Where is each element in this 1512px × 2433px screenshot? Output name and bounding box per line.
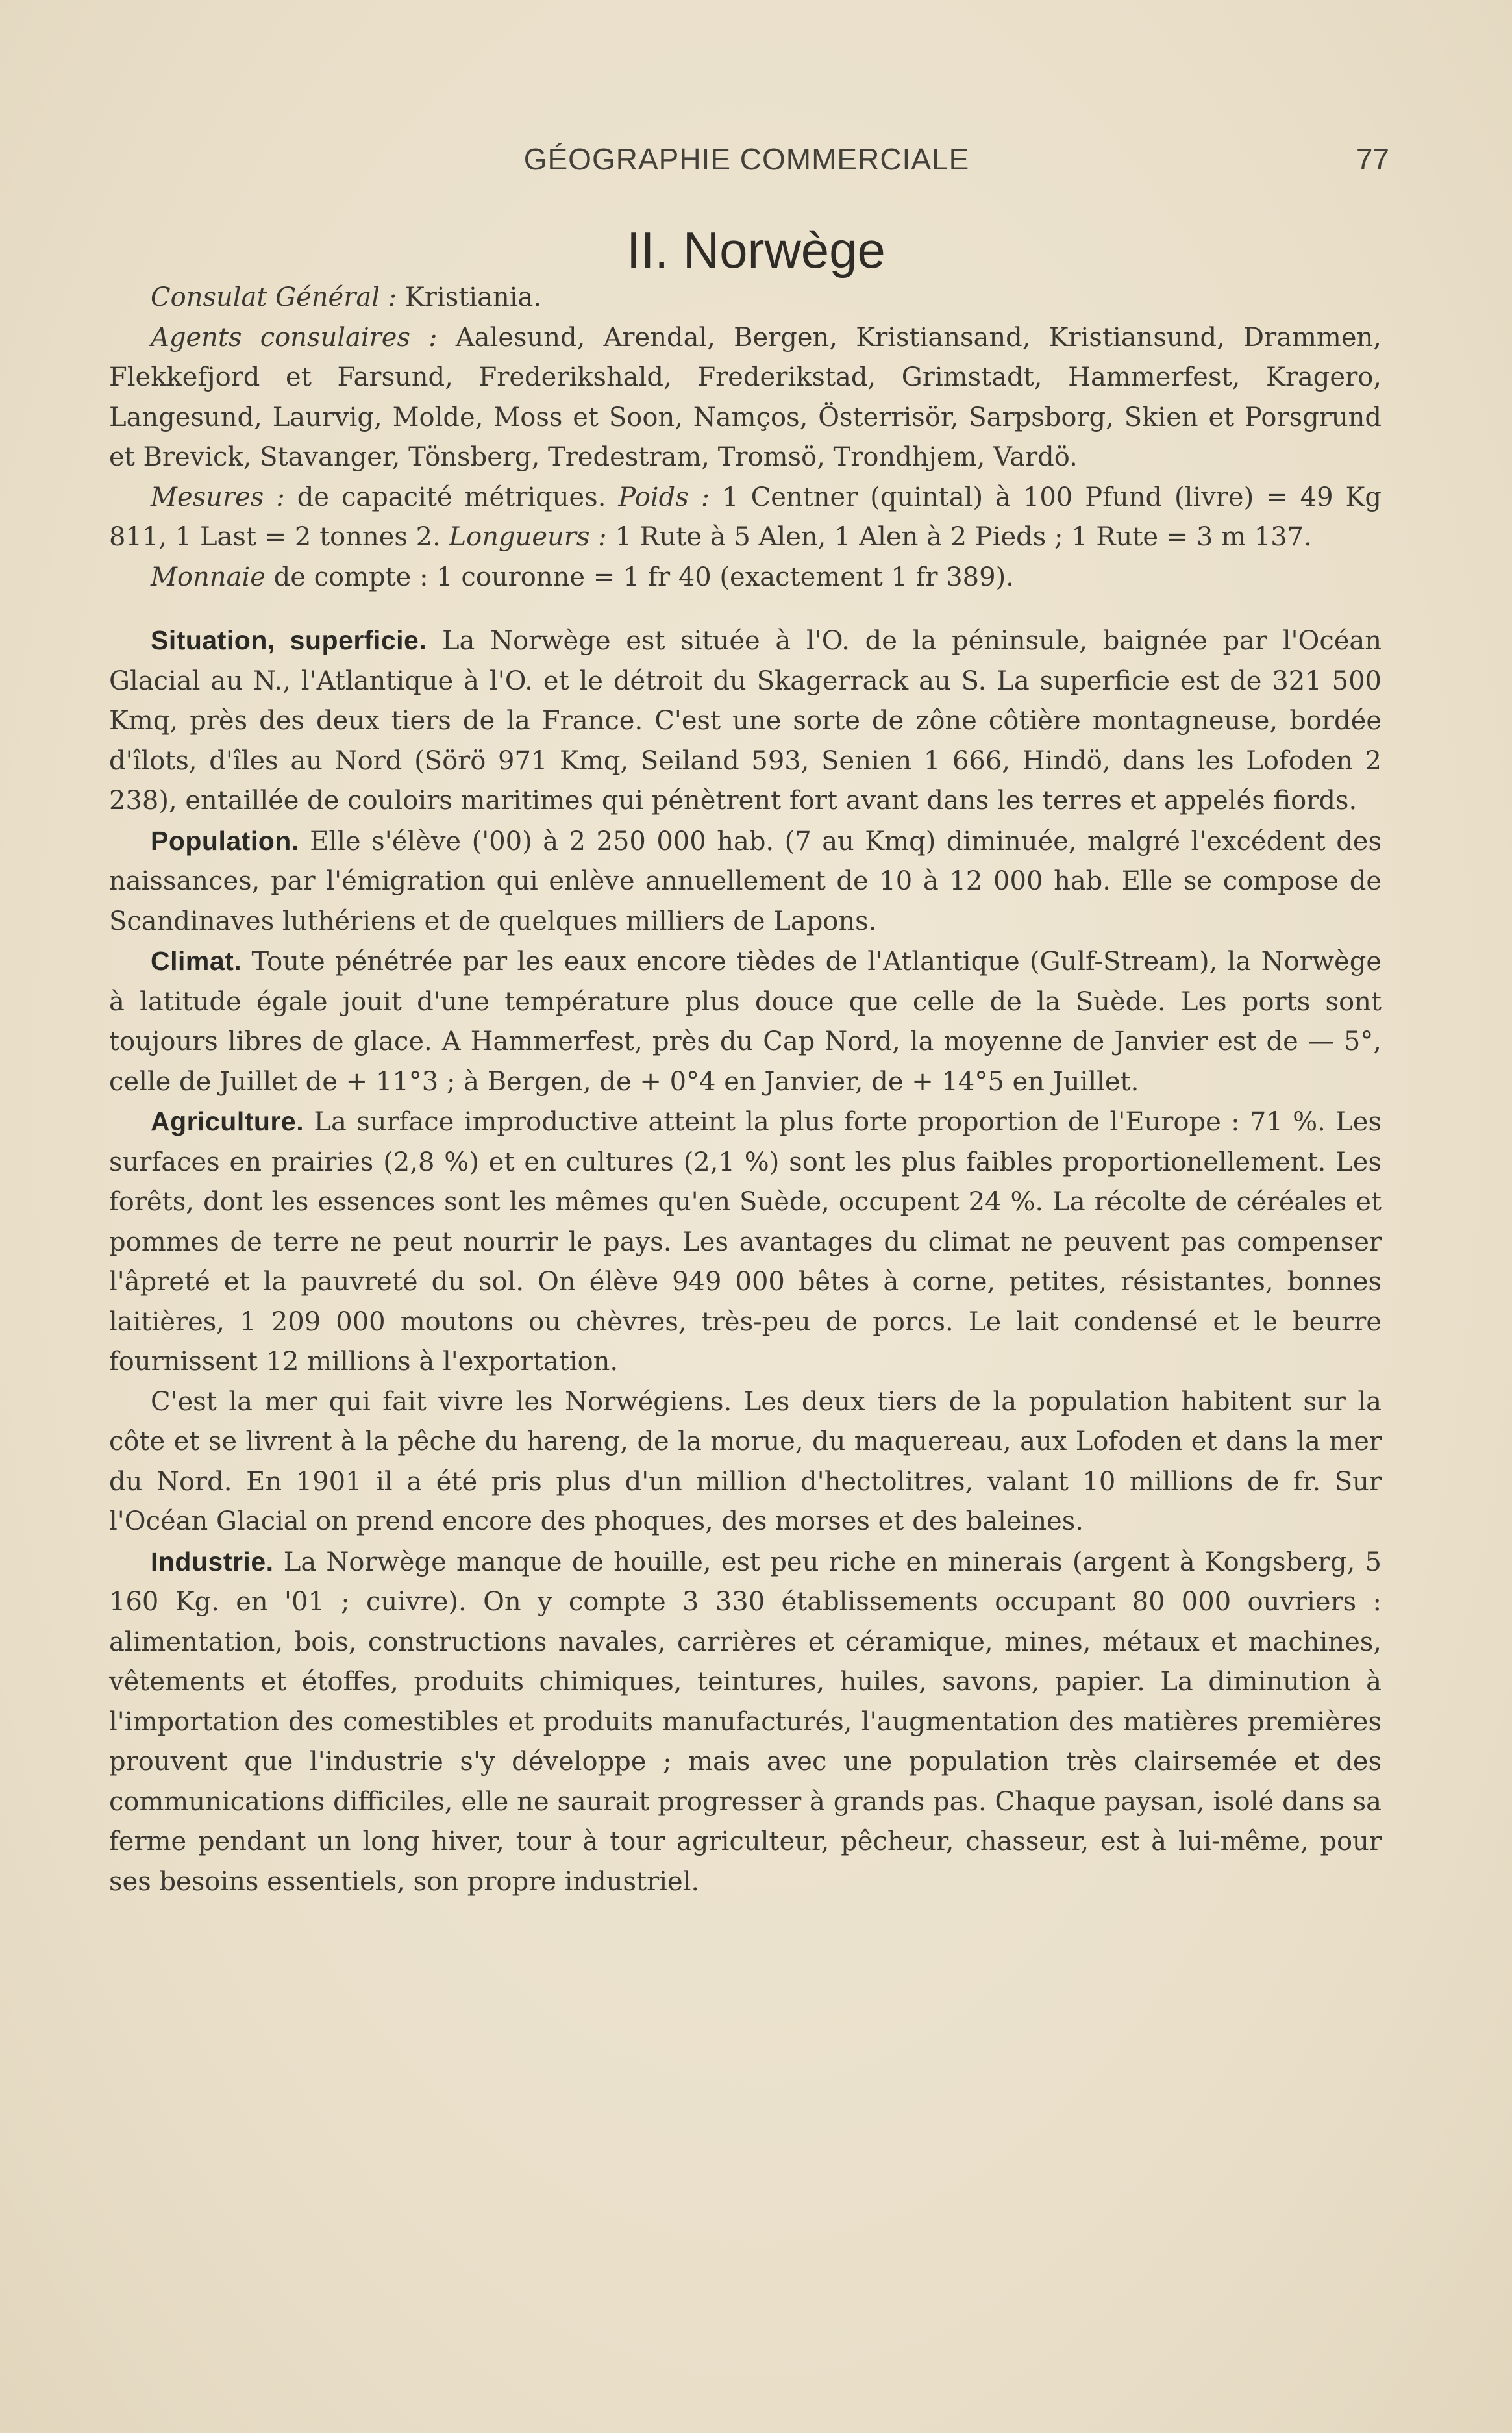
- peche-paragraph: [109, 1382, 1382, 1542]
- industrie-heading: Industrie.: [151, 1546, 274, 1577]
- longueurs-text: 1 Rute à 5 Alen, 1 Alen à 2 Pieds ; 1 Rute = 3 m 137.: [615, 522, 1312, 552]
- situation-heading: Situation, superficie.: [151, 625, 427, 655]
- monnaie-text: de compte : 1 couronne = 1 fr 40 (exactement 1 fr 389).: [273, 562, 1014, 592]
- climat-heading: Climat.: [151, 946, 242, 976]
- chapter-title: II. Norwège: [626, 221, 886, 279]
- agents-label: Agents consulaires :: [151, 322, 438, 353]
- situation-text: La Norwège est située à l'O. de la péninsule, baignée par l'Océan Glacial au N., l'Atlantique à l'O. et le détroit du Skagerrack au S. La superficie est de 321 500 Kmq, près des deux tiers de la France. C'est une sorte de zône côtière montagneuse, bordée d'îlots, d'îles au Nord (Sörö 971 Kmq, Seiland 593, Senien 1 666, Hindö, dans les Lofoden 2 238), entaillée de couloirs maritimes qui pénètrent fort avant dans les terres et appelés fiords.: [109, 626, 1382, 816]
- peche-text: C'est la mer qui fait vivre les Norwégiens. Les deux tiers de la population habitent sur la côte et se livrent à la pêche du hareng, de la morue, du maquereau, aux Lofoden et dans la mer du Nord. En 1901 il a été pris plus d'un million d'hectolitres, valant 10 millions de fr. Sur l'Océan Glacial on prend encore des phoques, des morses et des baleines.: [109, 1386, 1382, 1536]
- agriculture-text: La surface improductive atteint la plus forte proportion de l'Europe : 71 %. Les surfaces en prairies (2,8 %) et en cultures (2,1 %) sont les plus faibles proportionellement. Les forêts, dont les essences sont les mêmes qu'en Suède, occupent 24 %. La récolte de céréales et pommes de terre ne peut nourrir le pays. Les avantages du climat ne peuvent pas compenser l'âpreté et la pauvreté du sol. On élève 949 000 bêtes à corne, petites, résistantes, bonnes laitières, 1 209 000 moutons ou chèvres, très-peu de porcs. Le lait condensé et le beurre fournissent 12 millions à l'exportation.: [109, 1107, 1382, 1377]
- population-heading: Population.: [151, 825, 299, 856]
- consulat-text: Kristiania.: [404, 282, 542, 312]
- population-paragraph: [109, 821, 1382, 942]
- poids-label: Poids :: [618, 482, 710, 512]
- poids-text: 1 Centner (quintal) à 100 Pfund (livre) = 49 Kg 811, 1 Last = 2 tonnes 2.: [109, 482, 1382, 552]
- monnaie-paragraph: [109, 558, 1382, 598]
- running-title: GÉOGRAPHIE COMMERCIALE: [523, 142, 970, 176]
- climat-text: Toute pénétrée par les eaux encore tièdes de l'Atlantique (Gulf-Stream), la Norwège à latitude égale jouit d'une température plus douce que celle de la Suède. Les ports sont toujours libres de glace. A Hammerfest, près du Cap Nord, la moyenne de Janvier est de — 5°, celle de Juillet de + 11°3 ; à Bergen, de + 0°4 en Janvier, de + 14°5 en Juillet.: [109, 947, 1382, 1097]
- monnaie-label: Monnaie: [151, 562, 266, 592]
- climat-paragraph: [109, 942, 1382, 1102]
- mesures-label: Mesures :: [151, 482, 285, 512]
- consulat-paragraph: [109, 278, 1382, 318]
- industrie-text: La Norwège manque de houille, est peu riche en minerais (argent à Kongsberg, 5 160 Kg. en '01 ; cuivre). On y compte 3 330 établissements occupant 80 000 ouvriers : alimentation, bois, constructions navales, carrières et céramique, mines, métaux et machines, vêtements et étoffes, produits chimiques, teintures, huiles, savons, papier. La diminution à l'importation des comestibles et produits manufacturés, l'augmentation des matières premières prouvent que l'industrie s'y développe ; mais avec une population très clairsemée et des communications difficiles, elle ne saurait progresser à grands pas. Chaque paysan, isolé dans sa ferme pendant un long hiver, tour à tour agriculteur, pêcheur, chasseur, est à lui-même, pour ses besoins essentiels, son propre industriel.: [109, 1547, 1382, 1897]
- agents-text: Aalesund, Arendal, Bergen, Kristiansand, Kristiansund, Drammen, Flekkefjord et Farsund, Frederikshald, Frederikstad, Grimstadt, Hammerfest, Kragero, Langesund, Laurvig, Molde, Moss et Soon, Namços, Österrisör, Sarpsborg, Skien et Porsgrund et Brevick, Stavanger, Tönsberg, Tredestram, Tromsö, Trondhjem, Vardö.: [109, 322, 1382, 472]
- situation-paragraph: [109, 621, 1382, 821]
- page-number: 77: [1356, 142, 1389, 176]
- agriculture-heading: Agriculture.: [151, 1106, 304, 1136]
- longueurs-label: Longueurs :: [449, 522, 607, 552]
- mesures-paragraph: [109, 478, 1382, 558]
- agriculture-paragraph: [109, 1102, 1382, 1382]
- population-text: Elle s'élève ('00) à 2 250 000 hab. (7 au Kmq) diminuée, malgré l'excédent des naissances, par l'émigration qui enlève annuellement de 10 à 12 000 hab. Elle se compose de Scandinaves luthériens et de quelques milliers de Lapons.: [109, 826, 1382, 936]
- agents-paragraph: [109, 318, 1382, 478]
- industrie-paragraph: [109, 1542, 1382, 1903]
- page-header: [110, 142, 1389, 187]
- mesures-text: de capacité métriques.: [297, 482, 606, 512]
- section-spacer: [109, 597, 1382, 621]
- consulat-label: Consulat Général :: [151, 282, 397, 312]
- page-body: [109, 278, 1382, 1902]
